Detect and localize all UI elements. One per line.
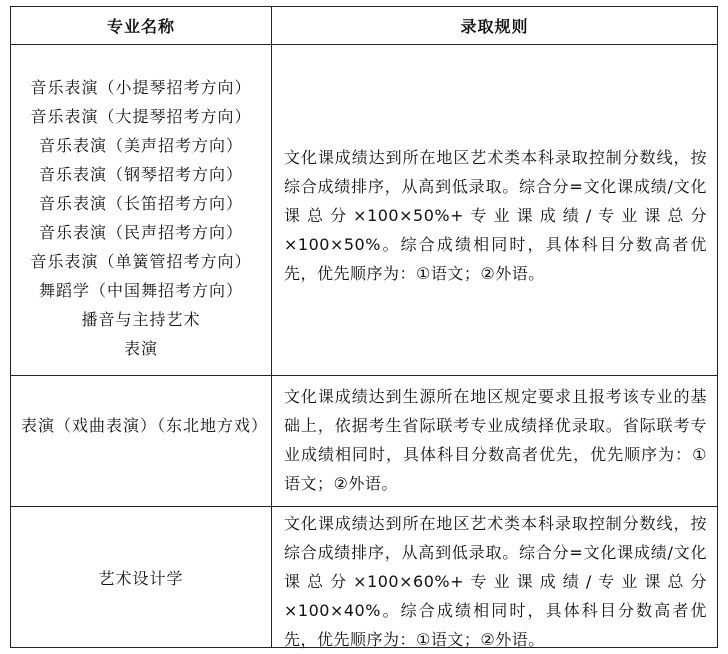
major-item: 表演（戏曲表演）（东北地方戏） xyxy=(21,416,269,435)
major-item: 舞蹈学（中国舞招考方向） xyxy=(38,281,243,300)
major-cell xyxy=(11,45,272,375)
table-row xyxy=(11,507,717,647)
major-item: 音乐表演（小提琴招考方向） xyxy=(30,78,252,97)
major-item: 播音与主持艺术 xyxy=(81,310,201,329)
major-cell xyxy=(11,376,272,506)
table-row xyxy=(11,376,717,507)
rule-text: 文化课成绩达到生源所在地区规定要求且报考该专业的基础上，依据考生省际联考专业成绩择优录取。省际联考专业成绩相同时，具体科目分数高者优先，优先顺序为：①语文；②外语。 xyxy=(284,387,707,493)
major-cell xyxy=(11,507,272,647)
major-item: 表演 xyxy=(123,339,158,358)
major-item: 音乐表演（单簧管招考方向） xyxy=(30,252,252,271)
rule-cell xyxy=(272,507,717,647)
header-cell-rule xyxy=(272,7,717,44)
major-item: 音乐表演（大提琴招考方向） xyxy=(30,107,252,126)
major-item: 音乐表演（民声招考方向） xyxy=(38,223,243,242)
rule-text: 文化课成绩达到所在地区艺术类本科录取控制分数线，按综合成绩排序，从高到低录取。综合分=文化课成绩/文化课总分×100×50%+专业课成绩/专业课总分×100×50%。综合成绩相同时，具体科目分数高者优先，优先顺序为：①语文；②外语。 xyxy=(284,148,707,283)
major-item: 音乐表演（长笛招考方向） xyxy=(38,194,243,213)
table-row xyxy=(11,45,717,376)
rule-cell xyxy=(272,376,717,506)
rule-text: 文化课成绩达到所在地区艺术类本科录取控制分数线，按综合成绩排序，从高到低录取。综合分=文化课成绩/文化课总分×100×60%+专业课成绩/专业课总分×100×40%。综合成绩相同时，具体科目分数高者优先，优先顺序为：①语文；②外语。 xyxy=(284,514,707,649)
header-major-label: 专业名称 xyxy=(106,17,175,36)
admission-rules-table xyxy=(10,6,718,648)
header-cell-major xyxy=(11,7,272,44)
header-rule-label: 录取规则 xyxy=(460,17,529,36)
major-item: 艺术设计学 xyxy=(98,569,184,588)
table-header-row xyxy=(11,7,717,45)
major-item: 音乐表演（美声招考方向） xyxy=(38,136,243,155)
rule-cell xyxy=(272,45,717,375)
major-list xyxy=(11,73,271,363)
major-item: 音乐表演（钢琴招考方向） xyxy=(38,165,243,184)
